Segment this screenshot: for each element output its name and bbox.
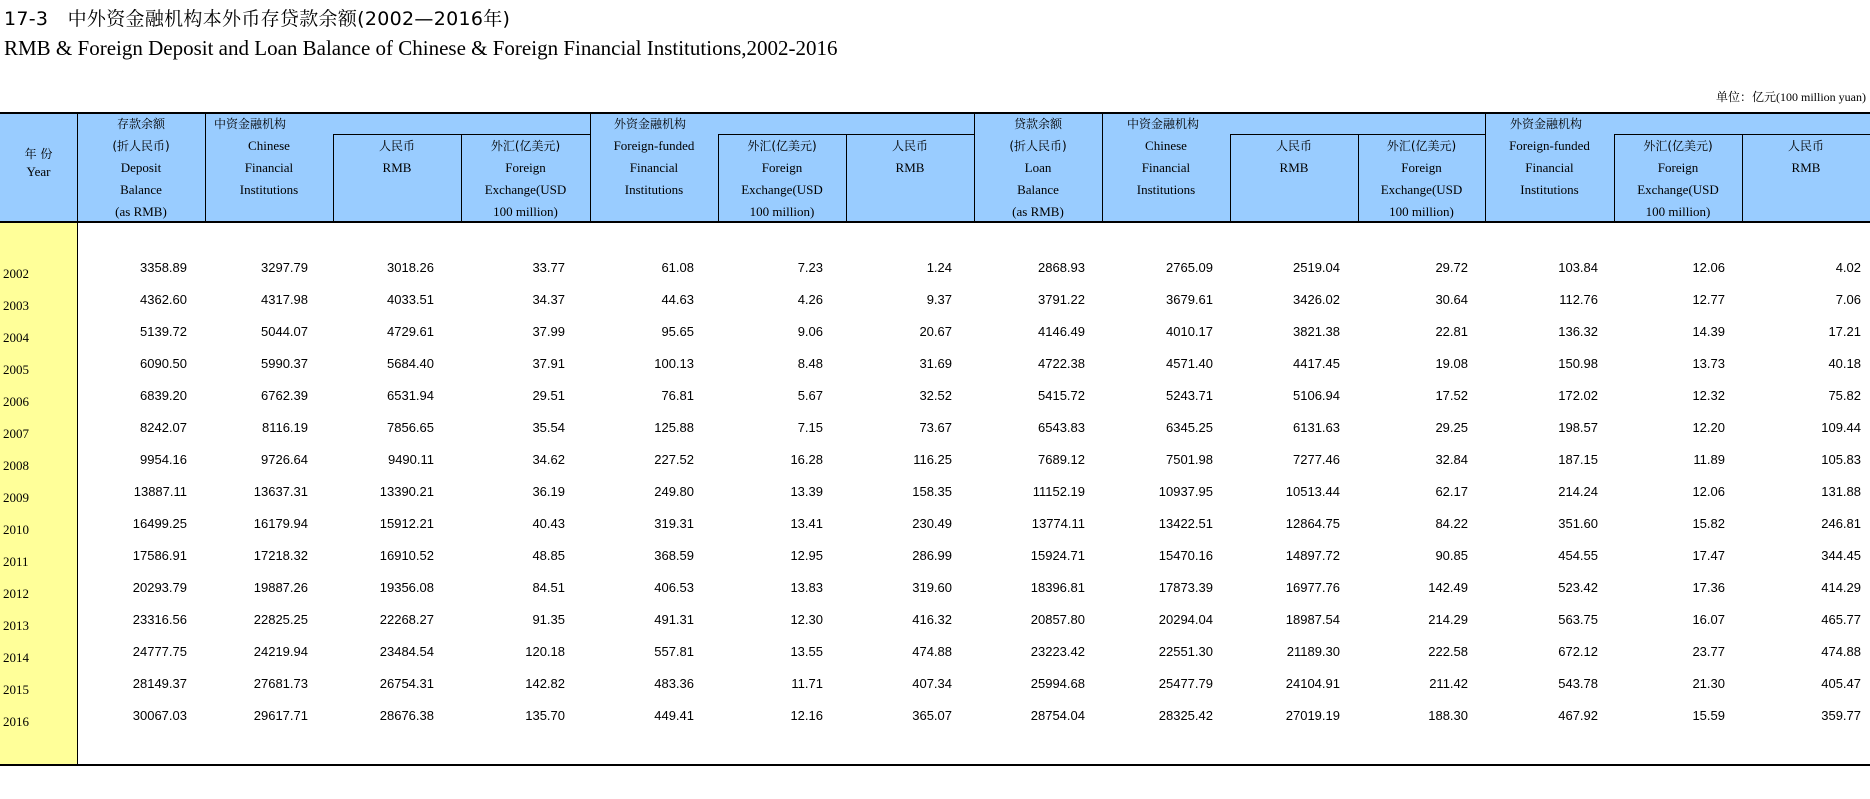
table-cell: 13.73 bbox=[1692, 356, 1725, 371]
table-cell: 7856.65 bbox=[387, 420, 434, 435]
header-chinese-fi-loan: Chinese Financial Institutions bbox=[1136, 138, 1196, 197]
header-rmb: 人民币 RMB bbox=[891, 139, 928, 175]
table-cell: 33.77 bbox=[532, 260, 565, 275]
table-cell: 414.29 bbox=[1821, 580, 1861, 595]
table-cell: 28149.37 bbox=[132, 676, 187, 691]
row-year: 2003 bbox=[3, 298, 29, 313]
table-cell: 76.81 bbox=[661, 388, 694, 403]
table-cell: 3791.22 bbox=[1038, 292, 1085, 307]
table-cell: 109.44 bbox=[1821, 420, 1861, 435]
table-cell: 125.88 bbox=[654, 420, 694, 435]
table-cell: 28754.04 bbox=[1030, 708, 1085, 723]
unit-label: 单位：亿元(100 million yuan) bbox=[1715, 90, 1866, 104]
table-cell: 14.39 bbox=[1692, 324, 1725, 339]
table-cell: 4.02 bbox=[1835, 260, 1861, 275]
table-cell: 20293.79 bbox=[132, 580, 187, 595]
table-cell: 543.78 bbox=[1558, 676, 1598, 691]
header-rmb: 人民币 RMB bbox=[1275, 139, 1312, 175]
table-cell: 227.52 bbox=[654, 452, 694, 467]
table-cell: 16.28 bbox=[790, 452, 823, 467]
table-cell: 36.19 bbox=[532, 484, 565, 499]
table-cell: 4362.60 bbox=[140, 292, 187, 307]
table-cell: 29.51 bbox=[532, 388, 565, 403]
table-cell: 9.06 bbox=[797, 324, 823, 339]
table-cell: 136.32 bbox=[1558, 324, 1598, 339]
table-cell: 9954.16 bbox=[140, 452, 187, 467]
table-cell: 40.43 bbox=[532, 516, 565, 531]
table-cell: 4033.51 bbox=[387, 292, 434, 307]
table-cell: 454.55 bbox=[1558, 548, 1598, 563]
header-foreign-fi-loan: Foreign-funded Financial Institutions bbox=[1509, 138, 1590, 197]
table-cell: 17218.32 bbox=[253, 548, 308, 563]
table-cell: 23484.54 bbox=[379, 644, 434, 659]
table-cell: 491.31 bbox=[654, 612, 694, 627]
table-cell: 13774.11 bbox=[1031, 516, 1085, 531]
table-cell: 135.70 bbox=[525, 708, 565, 723]
table-cell: 26754.31 bbox=[379, 676, 434, 691]
table-cell: 17.21 bbox=[1828, 324, 1861, 339]
table-cell: 11152.19 bbox=[1032, 484, 1085, 499]
table-cell: 34.62 bbox=[532, 452, 565, 467]
table-cell: 16179.94 bbox=[253, 516, 308, 531]
table-cell: 84.22 bbox=[1435, 516, 1468, 531]
table-cell: 249.80 bbox=[654, 484, 694, 499]
header-foreign-fi-deposit: Foreign-funded Financial Institutions bbox=[613, 138, 695, 197]
table-row bbox=[0, 541, 1870, 573]
table-cell: 2765.09 bbox=[1166, 260, 1213, 275]
table-cell: 13.41 bbox=[790, 516, 823, 531]
table-cell: 84.51 bbox=[532, 580, 565, 595]
row-year: 2005 bbox=[3, 362, 29, 377]
table-cell: 7689.12 bbox=[1038, 452, 1085, 467]
table-cell: 6090.50 bbox=[140, 356, 187, 371]
table-cell: 29.72 bbox=[1435, 260, 1468, 275]
table-cell: 172.02 bbox=[1558, 388, 1598, 403]
table-cell: 8.48 bbox=[797, 356, 823, 371]
table-cell: 319.60 bbox=[912, 580, 952, 595]
table-cell: 13.83 bbox=[790, 580, 823, 595]
table-cell: 22551.30 bbox=[1158, 644, 1213, 659]
table-cell: 1.24 bbox=[926, 260, 952, 275]
table-cell: 246.81 bbox=[1821, 516, 1861, 531]
table-cell: 12864.75 bbox=[1285, 516, 1340, 531]
table-row bbox=[0, 285, 1870, 317]
row-year: 2002 bbox=[3, 266, 29, 281]
table-cell: 30067.03 bbox=[132, 708, 187, 723]
row-year: 2010 bbox=[3, 522, 29, 537]
table-cell: 9.37 bbox=[926, 292, 952, 307]
table-cell: 158.35 bbox=[912, 484, 952, 499]
table-cell: 23316.56 bbox=[132, 612, 187, 627]
table-cell: 32.84 bbox=[1435, 452, 1468, 467]
table-cell: 18396.81 bbox=[1030, 580, 1085, 595]
header-fx: 外汇(亿美元) Foreign Exchange(USD 100 million) bbox=[741, 139, 823, 219]
table-cell: 14897.72 bbox=[1285, 548, 1340, 563]
table-cell: 351.60 bbox=[1558, 516, 1598, 531]
table-cell: 405.47 bbox=[1821, 676, 1861, 691]
table-row bbox=[0, 701, 1870, 733]
table-cell: 16.07 bbox=[1692, 612, 1725, 627]
table-cell: 13422.51 bbox=[1158, 516, 1213, 531]
table-row bbox=[0, 381, 1870, 413]
table-row bbox=[0, 605, 1870, 637]
data-table bbox=[0, 112, 1870, 766]
table-cell: 6543.83 bbox=[1038, 420, 1085, 435]
table-cell: 211.42 bbox=[1429, 676, 1468, 691]
table-cell: 73.67 bbox=[919, 420, 952, 435]
page-title-cn: 17-3 中外资金融机构本外币存贷款余额(2002—2016年) bbox=[4, 8, 511, 30]
table-cell: 465.77 bbox=[1821, 612, 1861, 627]
table-cell: 344.45 bbox=[1821, 548, 1861, 563]
table-cell: 407.34 bbox=[912, 676, 952, 691]
table-cell: 214.29 bbox=[1428, 612, 1468, 627]
row-year: 2006 bbox=[3, 394, 29, 409]
table-cell: 6345.25 bbox=[1166, 420, 1213, 435]
table-cell: 75.82 bbox=[1828, 388, 1861, 403]
table-cell: 4722.38 bbox=[1038, 356, 1085, 371]
table-cell: 3297.79 bbox=[261, 260, 308, 275]
table-cell: 37.91 bbox=[532, 356, 565, 371]
table-row bbox=[0, 637, 1870, 669]
table-cell: 16977.76 bbox=[1285, 580, 1340, 595]
header-loan-balance: 贷款余额 (折人民币) Loan Balance (as RMB) bbox=[1009, 117, 1067, 219]
table-cell: 6762.39 bbox=[261, 388, 308, 403]
table-cell: 406.53 bbox=[654, 580, 694, 595]
table-cell: 23223.42 bbox=[1030, 644, 1085, 659]
header-year: 年 份 Year bbox=[24, 147, 53, 179]
table-cell: 32.52 bbox=[919, 388, 952, 403]
row-year: 2007 bbox=[3, 426, 29, 441]
table-cell: 25477.79 bbox=[1158, 676, 1213, 691]
row-year: 2014 bbox=[3, 650, 29, 665]
table-cell: 7.06 bbox=[1835, 292, 1861, 307]
table-cell: 150.98 bbox=[1558, 356, 1598, 371]
table-cell: 19887.26 bbox=[253, 580, 308, 595]
table-cell: 105.83 bbox=[1821, 452, 1861, 467]
table-cell: 13.55 bbox=[790, 644, 823, 659]
table-cell: 483.36 bbox=[654, 676, 694, 691]
table-cell: 18987.54 bbox=[1285, 612, 1340, 627]
table-cell: 22.81 bbox=[1435, 324, 1468, 339]
table-cell: 37.99 bbox=[532, 324, 565, 339]
header-group-chinese-deposit: 中资金融机构 bbox=[214, 117, 287, 131]
table-cell: 27019.19 bbox=[1285, 708, 1340, 723]
table-cell: 112.76 bbox=[1559, 292, 1598, 307]
table-cell: 12.32 bbox=[1692, 388, 1725, 403]
row-year: 2016 bbox=[3, 714, 29, 729]
table-cell: 319.31 bbox=[654, 516, 694, 531]
table-cell: 557.81 bbox=[654, 644, 694, 659]
table-cell: 523.42 bbox=[1558, 580, 1598, 595]
table-cell: 359.77 bbox=[1821, 708, 1861, 723]
table-cell: 6131.63 bbox=[1293, 420, 1340, 435]
table-cell: 12.95 bbox=[790, 548, 823, 563]
table-cell: 5990.37 bbox=[261, 356, 308, 371]
table-cell: 6839.20 bbox=[140, 388, 187, 403]
table-cell: 2519.04 bbox=[1293, 260, 1340, 275]
table-cell: 11.89 bbox=[1693, 452, 1725, 467]
table-cell: 29617.71 bbox=[253, 708, 308, 723]
row-year: 2009 bbox=[3, 490, 29, 505]
table-cell: 4417.45 bbox=[1293, 356, 1340, 371]
table-cell: 11.71 bbox=[791, 676, 823, 691]
row-year: 2004 bbox=[3, 330, 29, 345]
table-cell: 12.20 bbox=[1692, 420, 1725, 435]
table-cell: 62.17 bbox=[1435, 484, 1468, 499]
table-cell: 5.67 bbox=[797, 388, 823, 403]
table-cell: 12.30 bbox=[790, 612, 823, 627]
table-cell: 474.88 bbox=[912, 644, 952, 659]
table-cell: 13.39 bbox=[790, 484, 823, 499]
table-cell: 563.75 bbox=[1558, 612, 1598, 627]
table-cell: 120.18 bbox=[525, 644, 565, 659]
table-cell: 4010.17 bbox=[1166, 324, 1213, 339]
table-cell: 24777.75 bbox=[132, 644, 187, 659]
table-cell: 24104.91 bbox=[1285, 676, 1340, 691]
table-cell: 28325.42 bbox=[1158, 708, 1213, 723]
table-cell: 8242.07 bbox=[140, 420, 187, 435]
table-cell: 27681.73 bbox=[253, 676, 308, 691]
header-chinese-fi-deposit: Chinese Financial Institutions bbox=[239, 138, 299, 197]
row-year: 2012 bbox=[3, 586, 29, 601]
table-cell: 25994.68 bbox=[1030, 676, 1085, 691]
row-year: 2015 bbox=[3, 682, 29, 697]
table-cell: 416.32 bbox=[912, 612, 952, 627]
header-fx: 外汇(亿美元) Foreign Exchange(USD 100 million) bbox=[1380, 139, 1463, 219]
table-row bbox=[0, 317, 1870, 349]
table-cell: 3821.38 bbox=[1293, 324, 1340, 339]
table-cell: 13887.11 bbox=[133, 484, 187, 499]
table-cell: 365.07 bbox=[912, 708, 952, 723]
table-cell: 61.08 bbox=[661, 260, 694, 275]
table-cell: 3679.61 bbox=[1166, 292, 1213, 307]
table-cell: 16910.52 bbox=[379, 548, 434, 563]
table-cell: 19356.08 bbox=[379, 580, 434, 595]
table-cell: 3358.89 bbox=[140, 260, 187, 275]
table-cell: 21189.30 bbox=[1286, 644, 1340, 659]
table-row bbox=[0, 669, 1870, 701]
table-cell: 7.15 bbox=[797, 420, 823, 435]
table-cell: 35.54 bbox=[532, 420, 565, 435]
table-cell: 3426.02 bbox=[1293, 292, 1340, 307]
table-cell: 6531.94 bbox=[387, 388, 434, 403]
table-row bbox=[0, 253, 1870, 285]
table-cell: 4571.40 bbox=[1166, 356, 1213, 371]
table-cell: 44.63 bbox=[661, 292, 694, 307]
table-cell: 15470.16 bbox=[1158, 548, 1213, 563]
table-cell: 131.88 bbox=[1821, 484, 1861, 499]
table-cell: 28676.38 bbox=[379, 708, 434, 723]
table-cell: 2868.93 bbox=[1038, 260, 1085, 275]
table-cell: 198.57 bbox=[1558, 420, 1598, 435]
table-cell: 142.49 bbox=[1428, 580, 1468, 595]
table-cell: 214.24 bbox=[1558, 484, 1598, 499]
table-cell: 16499.25 bbox=[132, 516, 187, 531]
table-cell: 21.30 bbox=[1692, 676, 1725, 691]
table-cell: 286.99 bbox=[912, 548, 952, 563]
table-cell: 90.85 bbox=[1435, 548, 1468, 563]
table-cell: 368.59 bbox=[654, 548, 694, 563]
table-cell: 467.92 bbox=[1558, 708, 1598, 723]
table-cell: 187.15 bbox=[1558, 452, 1598, 467]
table-cell: 17.36 bbox=[1692, 580, 1725, 595]
header-deposit-balance: 存款余额 (折人民币) Deposit Balance (as RMB) bbox=[112, 117, 170, 219]
table-cell: 17586.91 bbox=[132, 548, 187, 563]
header-fx: 外汇(亿美元) Foreign Exchange(USD 100 million) bbox=[1637, 139, 1719, 219]
table-cell: 7.23 bbox=[797, 260, 823, 275]
table-cell: 188.30 bbox=[1428, 708, 1468, 723]
table-cell: 5243.71 bbox=[1166, 388, 1213, 403]
table-cell: 4317.98 bbox=[261, 292, 308, 307]
table-cell: 15.59 bbox=[1692, 708, 1725, 723]
table-cell: 20857.80 bbox=[1030, 612, 1085, 627]
table-cell: 22825.25 bbox=[253, 612, 308, 627]
row-year: 2013 bbox=[3, 618, 29, 633]
table-cell: 3018.26 bbox=[387, 260, 434, 275]
table-cell: 142.82 bbox=[525, 676, 565, 691]
table-cell: 13390.21 bbox=[379, 484, 434, 499]
table-cell: 15.82 bbox=[1692, 516, 1725, 531]
table-cell: 5415.72 bbox=[1038, 388, 1085, 403]
table-cell: 12.06 bbox=[1692, 260, 1725, 275]
table-cell: 30.64 bbox=[1435, 292, 1468, 307]
header-rmb: 人民币 RMB bbox=[1787, 139, 1824, 175]
table-cell: 17.52 bbox=[1435, 388, 1468, 403]
table-cell: 12.16 bbox=[790, 708, 823, 723]
table-cell: 222.58 bbox=[1428, 644, 1468, 659]
table-cell: 12.06 bbox=[1692, 484, 1725, 499]
table-cell: 7501.98 bbox=[1166, 452, 1213, 467]
table-cell: 103.84 bbox=[1558, 260, 1598, 275]
header-fx: 外汇(亿美元) Foreign Exchange(USD 100 million) bbox=[484, 139, 567, 219]
table-cell: 12.77 bbox=[1692, 292, 1725, 307]
table-cell: 19.08 bbox=[1435, 356, 1468, 371]
table-cell: 10513.44 bbox=[1285, 484, 1340, 499]
table-cell: 23.77 bbox=[1692, 644, 1725, 659]
table-cell: 24219.94 bbox=[253, 644, 308, 659]
table-cell: 4729.61 bbox=[387, 324, 434, 339]
table-cell: 34.37 bbox=[532, 292, 565, 307]
table-cell: 40.18 bbox=[1828, 356, 1861, 371]
table-cell: 13637.31 bbox=[253, 484, 308, 499]
table-cell: 8116.19 bbox=[261, 420, 308, 435]
table-cell: 10937.95 bbox=[1158, 484, 1213, 499]
header-group-foreign-loan: 外资金融机构 bbox=[1510, 117, 1583, 131]
table-cell: 31.69 bbox=[919, 356, 952, 371]
row-year: 2011 bbox=[3, 554, 29, 569]
table-cell: 4.26 bbox=[797, 292, 823, 307]
header-group-foreign-deposit: 外资金融机构 bbox=[614, 117, 687, 131]
table-cell: 4146.49 bbox=[1038, 324, 1085, 339]
page-title-en: RMB & Foreign Deposit and Loan Balance of Chinese & Foreign Financial Institutions,2002-2016 bbox=[4, 36, 838, 60]
table-cell: 20294.04 bbox=[1158, 612, 1213, 627]
header-rmb: 人民币 RMB bbox=[378, 139, 415, 175]
table-row bbox=[0, 509, 1870, 541]
table-cell: 5106.94 bbox=[1293, 388, 1340, 403]
table-cell: 29.25 bbox=[1435, 420, 1468, 435]
table-body bbox=[0, 253, 1870, 733]
table-cell: 100.13 bbox=[654, 356, 694, 371]
table-cell: 449.41 bbox=[654, 708, 694, 723]
table-row bbox=[0, 413, 1870, 445]
table-cell: 474.88 bbox=[1821, 644, 1861, 659]
row-year: 2008 bbox=[3, 458, 29, 473]
table-cell: 5684.40 bbox=[387, 356, 434, 371]
table-cell: 7277.46 bbox=[1293, 452, 1340, 467]
table-cell: 17.47 bbox=[1692, 548, 1725, 563]
table-cell: 95.65 bbox=[661, 324, 694, 339]
header-group-chinese-loan: 中资金融机构 bbox=[1127, 117, 1200, 131]
table-row bbox=[0, 573, 1870, 605]
table-row bbox=[0, 445, 1870, 477]
table-cell: 20.67 bbox=[919, 324, 952, 339]
table-cell: 116.25 bbox=[913, 452, 952, 467]
table-cell: 17873.39 bbox=[1158, 580, 1213, 595]
table-cell: 48.85 bbox=[532, 548, 565, 563]
table-cell: 5044.07 bbox=[261, 324, 308, 339]
table-cell: 15924.71 bbox=[1030, 548, 1085, 563]
table-cell: 15912.21 bbox=[379, 516, 434, 531]
table-cell: 672.12 bbox=[1558, 644, 1598, 659]
table-cell: 230.49 bbox=[912, 516, 952, 531]
table-row bbox=[0, 477, 1870, 509]
table-row bbox=[0, 349, 1870, 381]
table-bottom-rule bbox=[0, 764, 1870, 766]
table-cell: 9726.64 bbox=[261, 452, 308, 467]
table-cell: 5139.72 bbox=[140, 324, 187, 339]
header-bottom-rule bbox=[0, 221, 1870, 223]
table-cell: 22268.27 bbox=[379, 612, 434, 627]
table-cell: 9490.11 bbox=[387, 452, 434, 467]
table-cell: 91.35 bbox=[532, 612, 565, 627]
